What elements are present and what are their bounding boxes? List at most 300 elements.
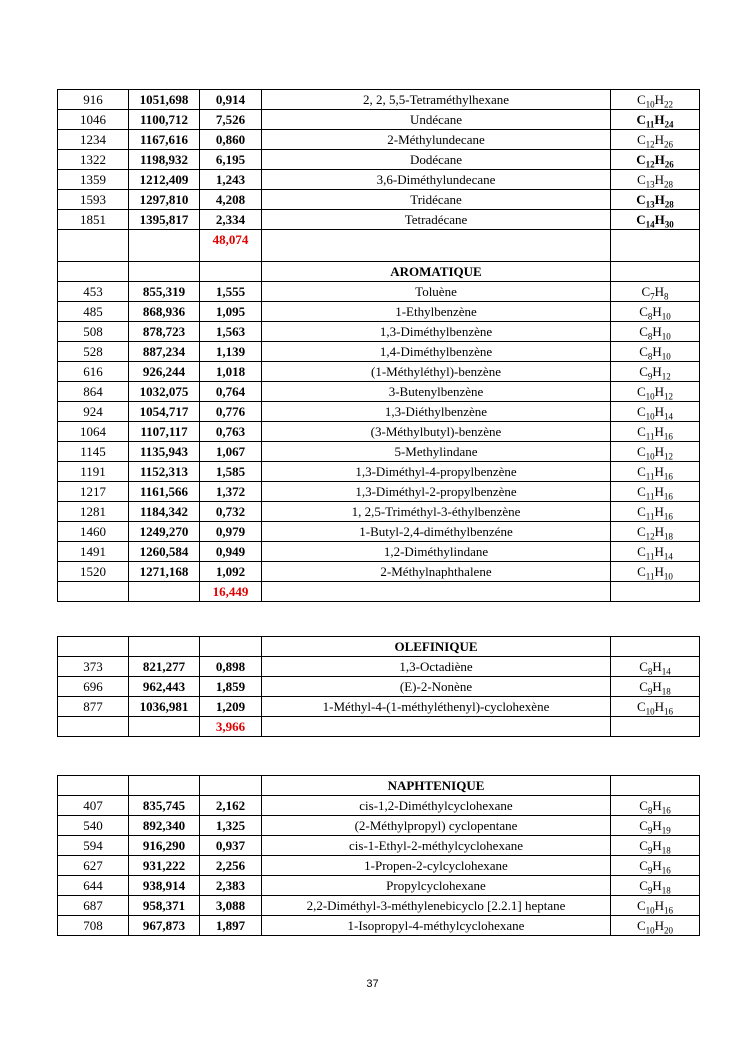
compound-name: (E)-2-Nonène xyxy=(262,677,611,697)
compound-number: 616 xyxy=(58,362,129,382)
formula-element: C xyxy=(639,304,648,319)
table-row xyxy=(58,697,700,717)
formula-element: C xyxy=(636,384,646,399)
compound-name: Toluène xyxy=(262,282,611,302)
formula-element: H xyxy=(652,818,662,833)
formula-subscript: 12 xyxy=(645,531,655,542)
formula-element: H xyxy=(652,679,662,694)
compound-number: 1064 xyxy=(58,422,129,442)
table-row xyxy=(58,150,700,170)
percentage: 1,243 xyxy=(200,170,262,190)
molecular-formula xyxy=(611,402,700,422)
formula-element: H xyxy=(654,404,665,419)
compound-name: 1-Butyl-2,4-diméthylbenzéne xyxy=(262,522,611,542)
compound-name: 1-Ethylbenzène xyxy=(262,302,611,322)
compound-number: 627 xyxy=(58,856,129,876)
compound-number: 1281 xyxy=(58,502,129,522)
percentage: 1,897 xyxy=(200,916,262,936)
section-header-row xyxy=(58,262,700,282)
formula-subscript: 11 xyxy=(645,431,655,442)
formula-element: C xyxy=(637,424,646,439)
compound-number: 644 xyxy=(58,876,129,896)
table-row xyxy=(58,856,700,876)
compound-number: 594 xyxy=(58,836,129,856)
retention-index: 926,244 xyxy=(129,362,200,382)
table-row xyxy=(58,836,700,856)
aromatic-total: 16,449 xyxy=(200,582,262,602)
formula-element: C xyxy=(636,898,646,913)
compound-number: 1046 xyxy=(58,110,129,130)
formula-subscript: 16 xyxy=(661,865,671,876)
molecular-formula xyxy=(611,796,700,816)
table-row xyxy=(58,210,700,230)
percentage: 4,208 xyxy=(200,190,262,210)
formula-element: H xyxy=(652,364,662,379)
formula-subscript: 12 xyxy=(664,451,674,462)
percentage: 2,383 xyxy=(200,876,262,896)
formula-element: H xyxy=(654,112,665,127)
formula-element: H xyxy=(652,659,662,674)
formula-element: C xyxy=(637,464,646,479)
table-row xyxy=(58,342,700,362)
compound-name: 5-Methylindane xyxy=(262,442,611,462)
table-row xyxy=(58,677,700,697)
molecular-formula xyxy=(611,856,700,876)
formula-subscript: 12 xyxy=(645,139,655,150)
formula-element: C xyxy=(639,818,648,833)
formula-subscript: 11 xyxy=(645,471,655,482)
percentage: 0,763 xyxy=(200,422,262,442)
formula-subscript: 9 xyxy=(647,371,653,382)
formula-element: C xyxy=(639,324,648,339)
molecular-formula xyxy=(611,382,700,402)
percentage: 0,860 xyxy=(200,130,262,150)
compound-number: 1145 xyxy=(58,442,129,462)
molecular-formula xyxy=(611,110,700,130)
alkane-total: 48,074 xyxy=(200,230,262,262)
compound-name: (1-Méthyléthyl)-benzène xyxy=(262,362,611,382)
molecular-formula xyxy=(611,322,700,342)
table-row xyxy=(58,562,700,582)
formula-element: H xyxy=(652,304,662,319)
section-title-naphtenique: NAPHTENIQUE xyxy=(262,776,611,796)
table-row xyxy=(58,382,700,402)
formula-element: H xyxy=(652,798,662,813)
compound-name: 1,3-Diméthylbenzène xyxy=(262,322,611,342)
total-row xyxy=(58,582,700,602)
percentage: 1,859 xyxy=(200,677,262,697)
retention-index: 1212,409 xyxy=(129,170,200,190)
percentage: 3,088 xyxy=(200,896,262,916)
total-row xyxy=(58,230,700,262)
formula-subscript: 10 xyxy=(645,99,655,110)
formula-subscript: 11 xyxy=(645,491,655,502)
formula-subscript: 8 xyxy=(647,666,653,677)
formula-element: C xyxy=(636,212,646,227)
compound-number: 1593 xyxy=(58,190,129,210)
percentage: 1,563 xyxy=(200,322,262,342)
alkane-aromatic-table xyxy=(57,89,700,602)
formula-element: H xyxy=(654,524,665,539)
compound-number: 540 xyxy=(58,816,129,836)
molecular-formula xyxy=(611,210,700,230)
compound-name: 1,3-Diméthyl-2-propylbenzène xyxy=(262,482,611,502)
percentage: 1,325 xyxy=(200,816,262,836)
molecular-formula xyxy=(611,697,700,717)
table-row xyxy=(58,282,700,302)
retention-index: 835,745 xyxy=(129,796,200,816)
molecular-formula xyxy=(611,170,700,190)
molecular-formula xyxy=(611,562,700,582)
formula-subscript: 18 xyxy=(661,885,671,896)
formula-subscript: 11 xyxy=(645,511,655,522)
formula-element: H xyxy=(654,152,665,167)
formula-element: H xyxy=(654,699,665,714)
retention-index: 1036,981 xyxy=(129,697,200,717)
table-row xyxy=(58,190,700,210)
formula-element: C xyxy=(639,798,648,813)
molecular-formula xyxy=(611,442,700,462)
formula-subscript: 14 xyxy=(661,666,671,677)
percentage: 1,585 xyxy=(200,462,262,482)
formula-subscript: 14 xyxy=(663,551,673,562)
formula-element: C xyxy=(636,192,646,207)
formula-element: H xyxy=(654,192,665,207)
formula-element: H xyxy=(654,564,664,579)
retention-index: 892,340 xyxy=(129,816,200,836)
formula-subscript: 8 xyxy=(664,291,669,302)
retention-index: 1161,566 xyxy=(129,482,200,502)
formula-element: C xyxy=(636,132,646,147)
formula-element: C xyxy=(636,404,646,419)
percentage: 1,139 xyxy=(200,342,262,362)
molecular-formula xyxy=(611,876,700,896)
formula-subscript: 28 xyxy=(664,199,674,210)
table-row xyxy=(58,362,700,382)
retention-index: 1260,584 xyxy=(129,542,200,562)
compound-name: 1,4-Diméthylbenzène xyxy=(262,342,611,362)
percentage: 0,776 xyxy=(200,402,262,422)
percentage: 0,949 xyxy=(200,542,262,562)
formula-element: C xyxy=(636,152,646,167)
table-row xyxy=(58,482,700,502)
compound-number: 528 xyxy=(58,342,129,362)
molecular-formula xyxy=(611,502,700,522)
table-row xyxy=(58,876,700,896)
compound-name: Tetradécane xyxy=(262,210,611,230)
formula-element: C xyxy=(639,878,648,893)
compound-name: cis-1-Ethyl-2-méthylcyclohexane xyxy=(262,836,611,856)
formula-element: H xyxy=(654,444,665,459)
percentage: 0,979 xyxy=(200,522,262,542)
formula-element: C xyxy=(636,524,646,539)
section-title-olefinique: OLEFINIQUE xyxy=(262,637,611,657)
retention-index: 916,290 xyxy=(129,836,200,856)
molecular-formula xyxy=(611,150,700,170)
table-row xyxy=(58,522,700,542)
compound-name: 2-Méthylundecane xyxy=(262,130,611,150)
formula-element: C xyxy=(637,564,646,579)
compound-number: 1491 xyxy=(58,542,129,562)
formula-element: H xyxy=(652,344,662,359)
formula-element: H xyxy=(654,544,664,559)
table-row xyxy=(58,816,700,836)
compound-name: (3-Méthylbutyl)-benzène xyxy=(262,422,611,442)
compound-number: 407 xyxy=(58,796,129,816)
compound-number: 1460 xyxy=(58,522,129,542)
formula-subscript: 16 xyxy=(663,431,673,442)
retention-index: 878,723 xyxy=(129,322,200,342)
formula-subscript: 9 xyxy=(647,825,653,836)
table-row xyxy=(58,402,700,422)
formula-element: H xyxy=(652,858,662,873)
formula-element: H xyxy=(654,132,665,147)
molecular-formula xyxy=(611,836,700,856)
formula-element: C xyxy=(636,172,646,187)
compound-name: Propylcyclohexane xyxy=(262,876,611,896)
molecular-formula xyxy=(611,130,700,150)
retention-index: 1054,717 xyxy=(129,402,200,422)
formula-element: H xyxy=(654,484,664,499)
percentage: 0,898 xyxy=(200,657,262,677)
percentage: 1,092 xyxy=(200,562,262,582)
formula-element: H xyxy=(652,878,662,893)
retention-index: 1184,342 xyxy=(129,502,200,522)
retention-index: 1198,932 xyxy=(129,150,200,170)
compound-number: 708 xyxy=(58,916,129,936)
compound-name: 1-Isopropyl-4-méthylcyclohexane xyxy=(262,916,611,936)
formula-element: H xyxy=(654,172,665,187)
retention-index: 1249,270 xyxy=(129,522,200,542)
formula-subscript: 12 xyxy=(645,159,655,170)
compound-name: Dodécane xyxy=(262,150,611,170)
molecular-formula xyxy=(611,90,700,110)
formula-element: C xyxy=(639,838,648,853)
table-row xyxy=(58,422,700,442)
molecular-formula xyxy=(611,282,700,302)
molecular-formula xyxy=(611,190,700,210)
percentage: 1,067 xyxy=(200,442,262,462)
compound-number: 1322 xyxy=(58,150,129,170)
compound-name: 2, 2, 5,5-Tetraméthylhexane xyxy=(262,90,611,110)
retention-index: 1395,817 xyxy=(129,210,200,230)
percentage: 7,526 xyxy=(200,110,262,130)
page-number: 37 xyxy=(366,978,379,990)
molecular-formula xyxy=(611,677,700,697)
compound-name: 1,3-Diméthyl-4-propylbenzène xyxy=(262,462,611,482)
formula-subscript: 28 xyxy=(664,179,674,190)
table-row xyxy=(58,916,700,936)
compound-name: 1, 2,5-Triméthyl-3-éthylbenzène xyxy=(262,502,611,522)
formula-element: H xyxy=(654,898,665,913)
table-row xyxy=(58,542,700,562)
formula-subscript: 9 xyxy=(647,885,653,896)
formula-subscript: 26 xyxy=(664,139,674,150)
table-row xyxy=(58,322,700,342)
percentage: 0,764 xyxy=(200,382,262,402)
formula-subscript: 24 xyxy=(664,119,674,130)
formula-element: H xyxy=(654,918,665,933)
retention-index: 958,371 xyxy=(129,896,200,916)
formula-element: H xyxy=(654,92,665,107)
formula-subscript: 11 xyxy=(645,551,655,562)
compound-number: 1217 xyxy=(58,482,129,502)
compound-name: Undécane xyxy=(262,110,611,130)
compound-number: 453 xyxy=(58,282,129,302)
section-header-row xyxy=(58,637,700,657)
retention-index: 1032,075 xyxy=(129,382,200,402)
formula-subscript: 10 xyxy=(645,451,655,462)
retention-index: 887,234 xyxy=(129,342,200,362)
molecular-formula xyxy=(611,302,700,322)
formula-subscript: 18 xyxy=(661,686,671,697)
compound-name: 2-Méthylnaphthalene xyxy=(262,562,611,582)
formula-element: C xyxy=(639,659,648,674)
retention-index: 821,277 xyxy=(129,657,200,677)
molecular-formula xyxy=(611,657,700,677)
percentage: 2,256 xyxy=(200,856,262,876)
molecular-formula xyxy=(611,462,700,482)
retention-index: 1167,616 xyxy=(129,130,200,150)
table-row xyxy=(58,502,700,522)
percentage: 0,937 xyxy=(200,836,262,856)
molecular-formula xyxy=(611,522,700,542)
molecular-formula xyxy=(611,362,700,382)
molecular-formula xyxy=(611,896,700,916)
formula-element: H xyxy=(652,324,662,339)
formula-subscript: 26 xyxy=(664,159,674,170)
formula-subscript: 7 xyxy=(650,291,655,302)
formula-subscript: 9 xyxy=(647,686,653,697)
formula-subscript: 10 xyxy=(661,331,671,342)
formula-element: C xyxy=(636,112,646,127)
formula-subscript: 10 xyxy=(661,351,671,362)
formula-element: H xyxy=(654,504,664,519)
compound-number: 1234 xyxy=(58,130,129,150)
formula-subscript: 10 xyxy=(645,905,655,916)
formula-element: H xyxy=(654,284,665,299)
table-row xyxy=(58,896,700,916)
formula-subscript: 10 xyxy=(645,411,655,422)
retention-index: 1100,712 xyxy=(129,110,200,130)
formula-subscript: 16 xyxy=(663,511,673,522)
compound-number: 864 xyxy=(58,382,129,402)
compound-name: 3-Butenylbenzène xyxy=(262,382,611,402)
formula-subscript: 8 xyxy=(647,805,653,816)
formula-subscript: 16 xyxy=(664,706,674,717)
section-header-row xyxy=(58,776,700,796)
compound-name: 2,2-Diméthyl-3-méthylenebicyclo [2.2.1] heptane xyxy=(262,896,611,916)
olefinic-total: 3,966 xyxy=(200,717,262,737)
retention-index: 868,936 xyxy=(129,302,200,322)
retention-index: 1135,943 xyxy=(129,442,200,462)
compound-name: cis-1,2-Diméthylcyclohexane xyxy=(262,796,611,816)
compound-number: 508 xyxy=(58,322,129,342)
molecular-formula xyxy=(611,916,700,936)
compound-number: 877 xyxy=(58,697,129,717)
table-row xyxy=(58,302,700,322)
formula-subscript: 13 xyxy=(645,179,655,190)
formula-subscript: 16 xyxy=(661,805,671,816)
compound-name: (2-Méthylpropyl) cyclopentane xyxy=(262,816,611,836)
table-row xyxy=(58,796,700,816)
retention-index: 1271,168 xyxy=(129,562,200,582)
formula-element: H xyxy=(652,838,662,853)
formula-subscript: 11 xyxy=(645,571,655,582)
formula-subscript: 12 xyxy=(661,371,671,382)
table-row xyxy=(58,110,700,130)
formula-subscript: 8 xyxy=(647,331,653,342)
percentage: 1,555 xyxy=(200,282,262,302)
formula-element: H xyxy=(654,464,664,479)
molecular-formula xyxy=(611,542,700,562)
retention-index: 855,319 xyxy=(129,282,200,302)
formula-element: C xyxy=(636,699,646,714)
section-title-aromatique: AROMATIQUE xyxy=(262,262,611,282)
formula-subscript: 11 xyxy=(645,119,655,130)
percentage: 1,095 xyxy=(200,302,262,322)
compound-name: Tridécane xyxy=(262,190,611,210)
retention-index: 962,443 xyxy=(129,677,200,697)
percentage: 0,732 xyxy=(200,502,262,522)
compound-name: 1-Propen-2-cylcyclohexane xyxy=(262,856,611,876)
formula-element: C xyxy=(636,444,646,459)
formula-subscript: 14 xyxy=(645,219,655,230)
formula-element: C xyxy=(637,484,646,499)
formula-subscript: 20 xyxy=(664,925,674,936)
formula-subscript: 30 xyxy=(664,219,674,230)
percentage: 2,162 xyxy=(200,796,262,816)
compound-number: 924 xyxy=(58,402,129,422)
compound-name: 1,3-Octadiène xyxy=(262,657,611,677)
formula-subscript: 16 xyxy=(663,491,673,502)
retention-index: 1051,698 xyxy=(129,90,200,110)
retention-index: 967,873 xyxy=(129,916,200,936)
formula-subscript: 10 xyxy=(663,571,673,582)
formula-subscript: 10 xyxy=(661,311,671,322)
formula-subscript: 18 xyxy=(661,845,671,856)
retention-index: 1297,810 xyxy=(129,190,200,210)
olefinic-table xyxy=(57,636,700,737)
formula-subscript: 10 xyxy=(645,706,655,717)
percentage: 6,195 xyxy=(200,150,262,170)
formula-element: C xyxy=(639,858,648,873)
formula-subscript: 13 xyxy=(645,199,655,210)
formula-element: C xyxy=(636,918,646,933)
table-row xyxy=(58,442,700,462)
compound-number: 1851 xyxy=(58,210,129,230)
formula-subscript: 8 xyxy=(647,351,653,362)
molecular-formula xyxy=(611,816,700,836)
formula-subscript: 10 xyxy=(645,391,655,402)
table-row xyxy=(58,462,700,482)
retention-index: 1107,117 xyxy=(129,422,200,442)
compound-number: 687 xyxy=(58,896,129,916)
formula-element: C xyxy=(639,679,648,694)
formula-subscript: 9 xyxy=(647,865,653,876)
retention-index: 931,222 xyxy=(129,856,200,876)
formula-element: C xyxy=(639,364,648,379)
formula-subscript: 14 xyxy=(664,411,674,422)
compound-number: 696 xyxy=(58,677,129,697)
formula-element: H xyxy=(654,384,665,399)
formula-subscript: 22 xyxy=(664,99,674,110)
retention-index: 1152,313 xyxy=(129,462,200,482)
formula-subscript: 19 xyxy=(661,825,671,836)
compound-number: 916 xyxy=(58,90,129,110)
total-row xyxy=(58,717,700,737)
formula-element: C xyxy=(637,544,646,559)
